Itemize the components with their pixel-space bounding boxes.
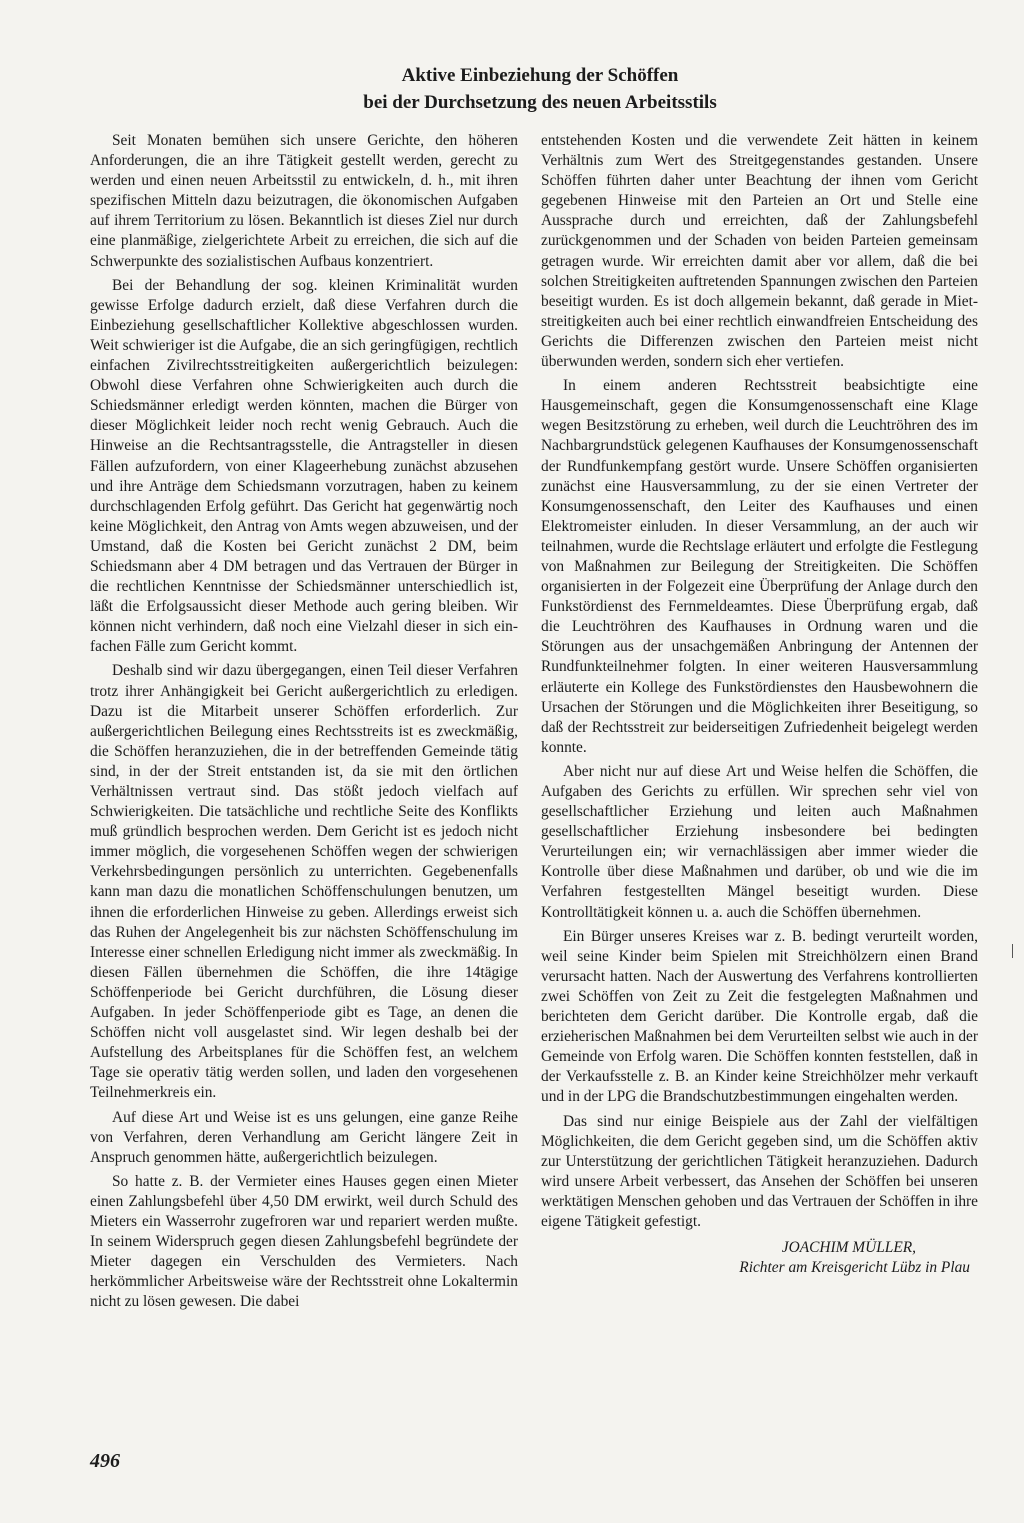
author-signature: [541, 1238, 978, 1278]
paragraph: Aber nicht nur auf diese Art und Weise helfen die Schöffen, die Aufgaben des Gerichts zu erfüllen. Wir sprechen sehr viel von gesellschaftlicher Erziehung und leiten auch Maßnahmen gesellschaftlicher Erziehung insbesondere bei bedingten Verurteilungen ein; wir vernachlässigen aber immer wieder die Kontrolle über diese Maßnahmen und darüber, ob und wie die im Verfahren festgestellten Mängel beseitigt wurden. Diese Kontrolltätigkeit können u. a. auch die Schöffen übernehmen.: [541, 762, 978, 921]
paragraph: Deshalb sind wir dazu übergegangen, einen Teil dieser Verfahren trotz ihrer Anhängigkeit bei Gericht außergerichtlich zu erledigen. Dazu ist die Mitarbeit unserer Schöffen erforderlich. Zur außergerichtlichen Beilegung eines Rechtsstreits ist es zweckmäßig, die Schöffen heranzuziehen, die in der betreffenden Gemeinde tätig sind, in der der Streit entstanden ist, da sie mit den örtlichen Verhältnissen vertraut sind. Das stößt jedoch vielfach auf Schwierigkeiten. Die tatsächliche und rechtliche Seite des Konflikts muß gründlich besprochen werden. Dem Gericht ist es jedoch nicht immer möglich, die vorgesehenen Schöffen wegen der schwierigen Verkehrsbedingungen persönlich zu unterrichten. Gegebenenfalls kann man dazu die monatlichen Schöffenschulungen benutzen, um ihnen die erforderlichen Hinweise zu geben. Allerdings erweist sich das Ruhen der Angelegenheit bis zur nächsten Schöffenschulung im Interesse einer schnellen Erledigung nicht immer als zweckmäßig. In diesen Fällen übernehmen die Schöffen, die ihre 14tägige Schöffenperiode bei Gericht durchführen, die Lösung dieser Aufgaben. In jeder Schöffenperiode gibt es Tage, an denen die Schöffen nicht voll ausgelastet sind. Wir legen deshalb bei der Aufstellung des Arbeitsplanes für die Schöffen fest, an welchem Tage sie operativ tätig werden sollen, und laden den vorgesehenen Teilnehmerkreis ein.: [90, 662, 518, 1102]
paragraph-continued: entstehenden Kosten und die verwendete Zeit hätten in keinem Verhältnis zum Wert des Streitgegenstandes gestanden. Unsere Schöffen führten daher unter Beachtung der ihnen vom Gericht gegebenen Hinweise mit den Parteien an Ort und Stelle eine Aussprache durch und erreichten, daß der Zahlungsbefehl zurückgenommen und der Schaden von beiden Parteien gemeinsam getragen wurde. Wir erreichten damit aber vor allem, daß die bei solchen Streitigkeiten auftretenden Spannungen zwischen den Parteien beseitigt wurden. Es ist doch allgemein bekannt, daß gerade in Mietstreitigkeiten auch bei einer rechtlich einwandfreien Entscheidung des Gerichts die Differenzen zwischen den Parteien meist nicht überwunden werden, sondern sich eher vertiefen.: [541, 132, 978, 371]
paragraph: So hatte z. B. der Vermieter eines Hauses gegen einen Mieter einen Zahlungsbefehl über 4,50 DM erwirkt, weil durch Schuld des Mieters ein Wasserrohr zugefroren war und repariert werden mußte. In seinem Widerspruch gegen diesen Zahlungsbefehl begründete der Mieter dagegen ein Verschulden des Vermieters. Nach herkömmlicher Arbeitsweise wäre der Rechtsstreit ohne Lokaltermin nicht zu lösen gewesen. Die dabei: [90, 1172, 518, 1311]
paragraph: Auf diese Art und Weise ist es uns gelungen, eine ganze Reihe von Verfahren, deren Verhandlung am Gericht längere Zeit in Anspruch genommen hätte, außergerichtlich beizulegen.: [90, 1108, 518, 1166]
article-title: [260, 62, 820, 116]
margin-mark: [1012, 944, 1013, 958]
author-name: JOACHIM MÜLLER,: [781, 1239, 916, 1257]
paragraph: Bei der Behandlung der sog. kleinen Kriminalität wurden gewisse Erfolge dadurch erzielt, daß diese Verfahren durch die Einbeziehung gesellschaftlicher Kollektive abgeschlossen wurden. Weit schwieriger ist die Aufgabe, die an sich geringfügigen, rechtlich einfachen Zivilrechtsstreitigkeiten außergerichtlich beizulegen: Obwohl diese Verfahren ohne Schwierigkeiten auch durch die Schiedsmänner erledigt werden könnten, machen die Bürger von dieser Möglichkeit leider noch recht wenig Gebrauch. Auch die Hinweise an die Rechtsantragsstelle, die Antragsteller in diesen Fällen aufzufordern, von einer Klageerhebung zunächst abzusehen und ihre Anträge dem Schiedsmann vorzutragen, haben zu keinem durchschlagenden Erfolg geführt. Das Gericht hat gegenwärtig noch keine Möglichkeit, den Antrag von Amts wegen abzuweisen, und der Umstand, daß die Kosten bei Gericht zunächst 2 DM, beim Schiedsmann aber 4 DM betragen und das Vertrauen der Bürger in die rechtlichen Kenntnisse der Schiedsmänner unterschiedlich ist, läßt die Erfolgsaussicht dieser Methode auch gering bleiben. Wir können nicht verhindern, daß noch eine Vielzahl dieser in sich einfachen Fälle zum Gericht kommt.: [90, 276, 518, 656]
paragraph: Ein Bürger unseres Kreises war z. B. bedingt verurteilt worden, weil seine Kinder beim Spielen mit Streichhölzern einen Brand verursacht hatten. Nach der Auswertung des Verfahrens kontrollierten zwei Schöffen von Zeit zu Zeit die festgelegten Maßnahmen und berichteten dem Gericht darüber. Die Kontrolle ergab, daß die erzieherischen Maßnahmen bei dem Verurteilten selbst wie auch in der Gemeinde von Erfolg waren. Die Schöffen konnten feststellen, daß in der Verkaufsstelle z. B. an Kinder keine Streichhölzer mehr verkauft und in der LPG die Brandschutzbestimmungen eingehalten werden.: [541, 927, 978, 1106]
page-number: 496: [90, 1450, 120, 1472]
title-line-1: Aktive Einbeziehung der Schöffen: [401, 65, 679, 86]
paragraph: Seit Monaten bemühen sich unsere Gerichte, den höheren Anforderungen, die an ihre Tätigkeit gestellt werden, gerecht zu werden und einen neuen Arbeitsstil zu entwickeln, d. h., mit ihren spezifischen Mitteln dazu beizutragen, die ökonomischen Aufgaben auf ihrem Territorium zu lösen. Bekanntlich ist dieses Ziel nur durch eine planmäßige, zielgerichtete Arbeit zu erreichen, die sich auf die Schwerpunkte des sozialistischen Aufbaus konzentriert.: [90, 132, 518, 270]
left-column: [90, 131, 518, 1316]
author-role: Richter am Kreisgericht Lübz in Plau: [739, 1259, 970, 1277]
title-line-2: bei der Durchsetzung des neuen Arbeitsstils: [363, 92, 717, 113]
paragraph: Das sind nur einige Beispiele aus der Zahl der vielfältigen Möglichkeiten, die dem Gericht gegeben sind, um die Schöffen aktiv zur Unterstützung der gerichtlichen Tätigkeit heranzuziehen. Dadurch wird unsere Arbeit verbessert, das Ansehen der Schöffen bei unseren werktätigen Menschen gehoben und das Vertrauen der Schöffen in ihre eigene Tätigkeit gefestigt.: [541, 1112, 978, 1230]
paragraph: In einem anderen Rechtsstreit beabsichtigte eine Hausgemeinschaft, gegen die Konsumgenossenschaft eine Klage wegen Besitzstörung zu erheben, weil durch die Leuchtröhren des im Nachbargrundstück gelegenen Kaufhauses der Konsumgenossenschaft der Rundfunkempfang gestört wurde. Unsere Schöffen organisierten zunächst eine Hausversammlung, zu der sie einen Vertreter der Konsumgenossenschaft, den Leiter des Kaufhauses und einen Elektromeister einluden. In dieser Versammlung, an der auch wir teilnahmen, wurde die Rechtslage erläutert und erfolgte die Festlegung von Maßnahmen zur Beilegung der Streitigkeiten. Die Schöffen organisierten in der Folgezeit eine Überprüfung der Anlage durch den Funkstördienst des Fernmeldeamtes. Diese Überprüfung ergab, daß die Leuchtröhren des Kaufhauses in Ordnung waren und die Störungen aus der unsachgemäßen Anbringung der Antennen der Rundfunkteilnehmer folgten. In einer weiteren Hausversammlung erläuterte ein Kollege des Funkstördienstes den Hausbewohnern die Ursachen der Störungen und die Möglichkeiten ihrer Beseitigung, so daß der Rechtsstreit zur beiderseitigen Zufriedenheit beigelegt werden konnte.: [541, 377, 978, 756]
right-column: [541, 131, 978, 1278]
